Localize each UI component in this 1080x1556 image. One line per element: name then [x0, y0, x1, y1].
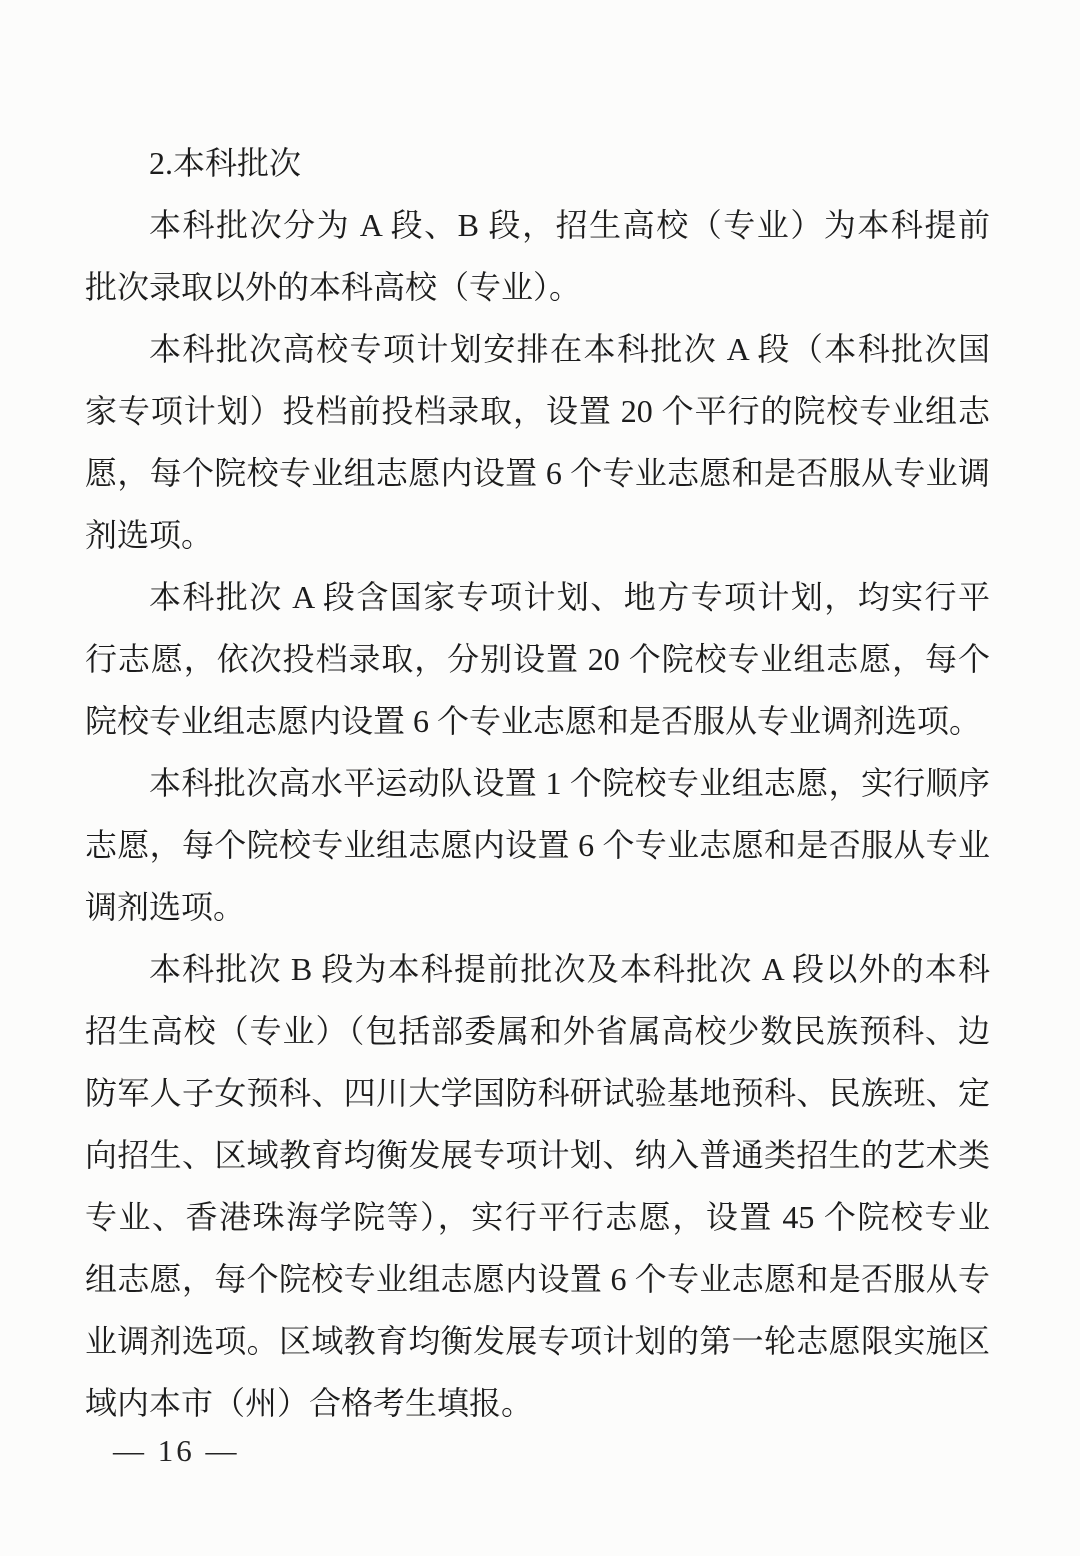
text-line: 剂选项。 [85, 517, 214, 553]
text-line: 本科批次分为 A 段、B 段，招生高校（专业）为本科提前 [149, 207, 990, 243]
text-line: 本科批次高校专项计划安排在本科批次 A 段（本科批次国 [149, 331, 990, 367]
text-line: 批次录取以外的本科高校（专业）。 [85, 269, 582, 305]
section-heading-block [85, 132, 990, 194]
text-line: 志愿，每个院校专业组志愿内设置 6 个专业志愿和是否服从专业 [85, 827, 990, 863]
paragraph [85, 752, 990, 938]
section-heading: 2.本科批次 [149, 145, 302, 181]
text-line: 调剂选项。 [85, 889, 246, 925]
text-line: 业调剂选项。区域教育均衡发展专项计划的第一轮志愿限实施区 [85, 1323, 990, 1359]
text-line: 专业、香港珠海学院等），实行平行志愿，设置 45 个院校专业 [85, 1199, 990, 1235]
text-line: 行志愿，依次投档录取，分别设置 20 个院校专业组志愿，每个 [85, 641, 990, 677]
text-line: 防军人子女预科、四川大学国防科研试验基地预科、民族班、定 [85, 1075, 990, 1111]
paragraph [85, 194, 990, 318]
paragraph [85, 938, 990, 1434]
paragraph [85, 318, 990, 566]
text-line: 本科批次高水平运动队设置 1 个院校专业组志愿，实行顺序 [149, 765, 990, 801]
text-line: 家专项计划）投档前投档录取，设置 20 个平行的院校专业组志 [85, 393, 990, 429]
text-line: 域内本市（州）合格考生填报。 [85, 1385, 534, 1421]
document-text [85, 132, 990, 1434]
page-number: — 16 — [113, 1433, 240, 1468]
text-line: 向招生、区域教育均衡发展专项计划、纳入普通类招生的艺术类 [85, 1137, 990, 1173]
text-line: 本科批次 A 段含国家专项计划、地方专项计划，均实行平 [149, 579, 990, 615]
paragraph [85, 566, 990, 752]
text-line: 本科批次 B 段为本科提前批次及本科批次 A 段以外的本科 [149, 951, 990, 987]
text-line: 院校专业组志愿内设置 6 个专业志愿和是否服从专业调剂选项。 [85, 703, 982, 739]
text-line: 组志愿，每个院校专业组志愿内设置 6 个专业志愿和是否服从专 [85, 1261, 990, 1297]
text-line: 招生高校（专业）（包括部委属和外省属高校少数民族预科、边 [85, 1013, 990, 1049]
text-line: 愿，每个院校专业组志愿内设置 6 个专业志愿和是否服从专业调 [85, 455, 990, 491]
